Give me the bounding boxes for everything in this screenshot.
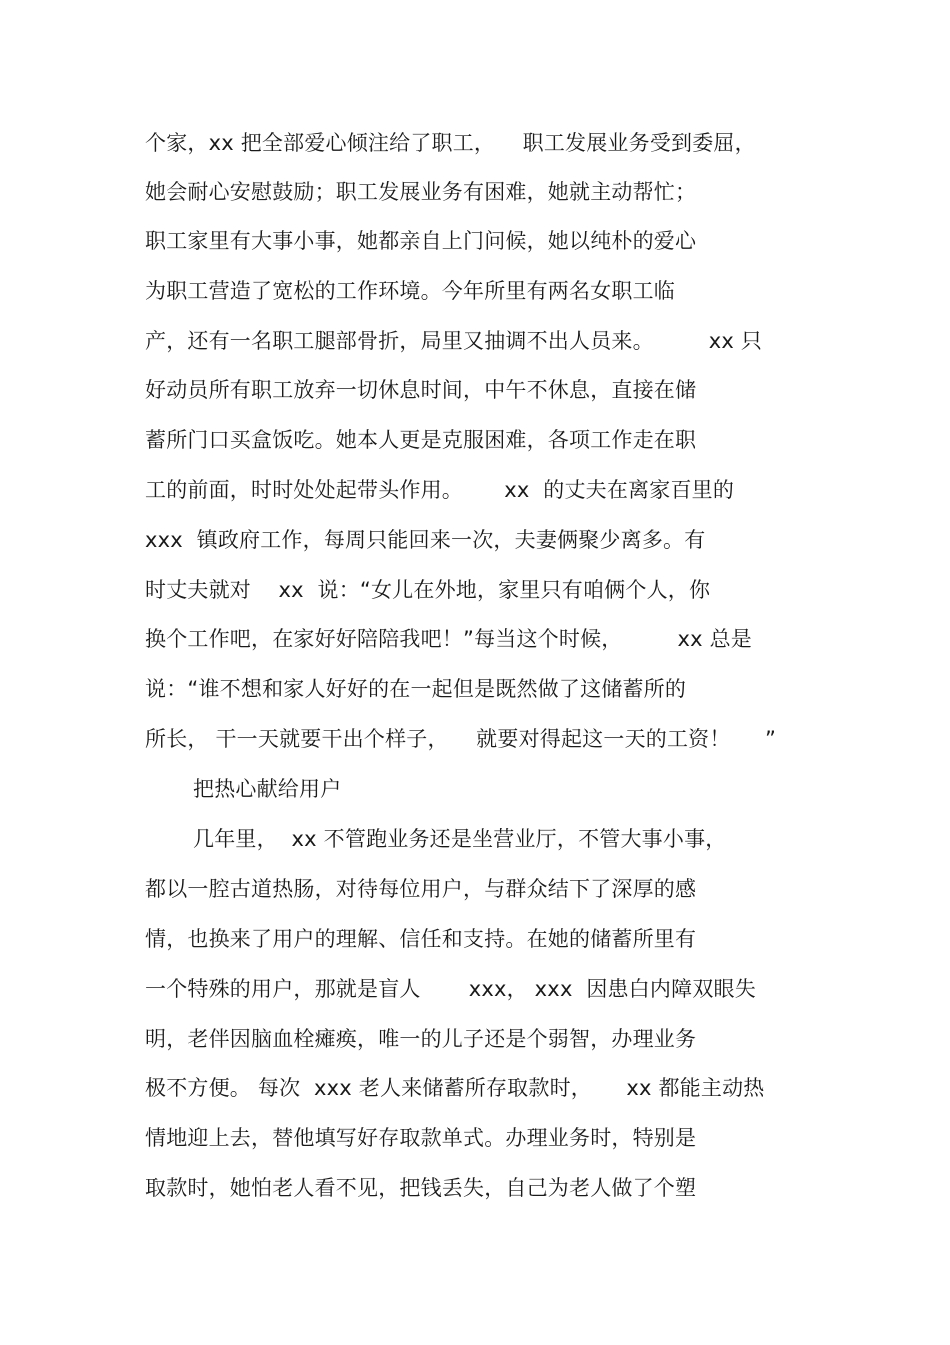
text-line: 蓄所门口买盒饭吃。她本人更是克服困难，各项工作走在职	[145, 428, 697, 452]
text-line: 取款时，她怕老人看不见，把钱丢失，自己为老人做了个塑	[145, 1176, 697, 1200]
text-line: 换个工作吧，在家好好陪陪我吧！”每当这个时候， xx 总是	[145, 627, 753, 651]
text-line: 工的前面，时时处处起带头作用。 xx 的丈夫在离家百里的	[145, 478, 735, 502]
text-line: 极不方便。 每次 xxx 老人来储蓄所存取款时， xx 都能主动热	[145, 1076, 765, 1100]
section-heading: 把热心献给用户	[193, 777, 342, 801]
text-line: 明，老伴因脑血栓瘫痪，唯一的儿子还是个弱智，办理业务	[145, 1027, 697, 1051]
paragraph-first-line: 几年里， xx 不管跑业务还是坐营业厅，不管大事小事，	[193, 827, 727, 851]
text-line: 产，还有一名职工腿部骨折，局里又抽调不出人员来。 xx 只	[145, 329, 763, 353]
text-line: 职工家里有大事小事，她都亲自上门问候，她以纯朴的爱心	[145, 229, 697, 253]
text-line: 时丈夫就对 xx 说：“女儿在外地，家里只有咱俩个人，你	[145, 578, 711, 602]
text-line: 好动员所有职工放弃一切休息时间，中午不休息，直接在储	[145, 378, 697, 402]
text-line: 情地迎上去，替他填写好存取款单式。办理业务时，特别是	[145, 1126, 697, 1150]
text-line: 所长， 干一天就要干出个样子， 就要对得起这一天的工资！ ”	[145, 727, 777, 751]
text-line: 为职工营造了宽松的工作环境。今年所里有两名女职工临	[145, 279, 675, 303]
text-line: 她会耐心安慰鼓励；职工发展业务有困难，她就主动帮忙；	[145, 180, 697, 204]
text-line: xxx 镇政府工作，每周只能回来一次，夫妻俩聚少离多。有	[145, 528, 706, 552]
text-line: 一个特殊的用户，那就是盲人 xxx， xxx 因患白内障双眼失	[145, 977, 756, 1001]
text-line: 说：“谁不想和家人好好的在一起但是既然做了这储蓄所的	[145, 677, 687, 701]
text-line: 情，也换来了用户的理解、信任和支持。在她的储蓄所里有	[145, 927, 697, 951]
text-line: 个家，xx 把全部爱心倾注给了职工， 职工发展业务受到委屈，	[145, 131, 756, 155]
text-line: 都以一腔古道热肠，对待每位用户，与群众结下了深厚的感	[145, 877, 697, 901]
